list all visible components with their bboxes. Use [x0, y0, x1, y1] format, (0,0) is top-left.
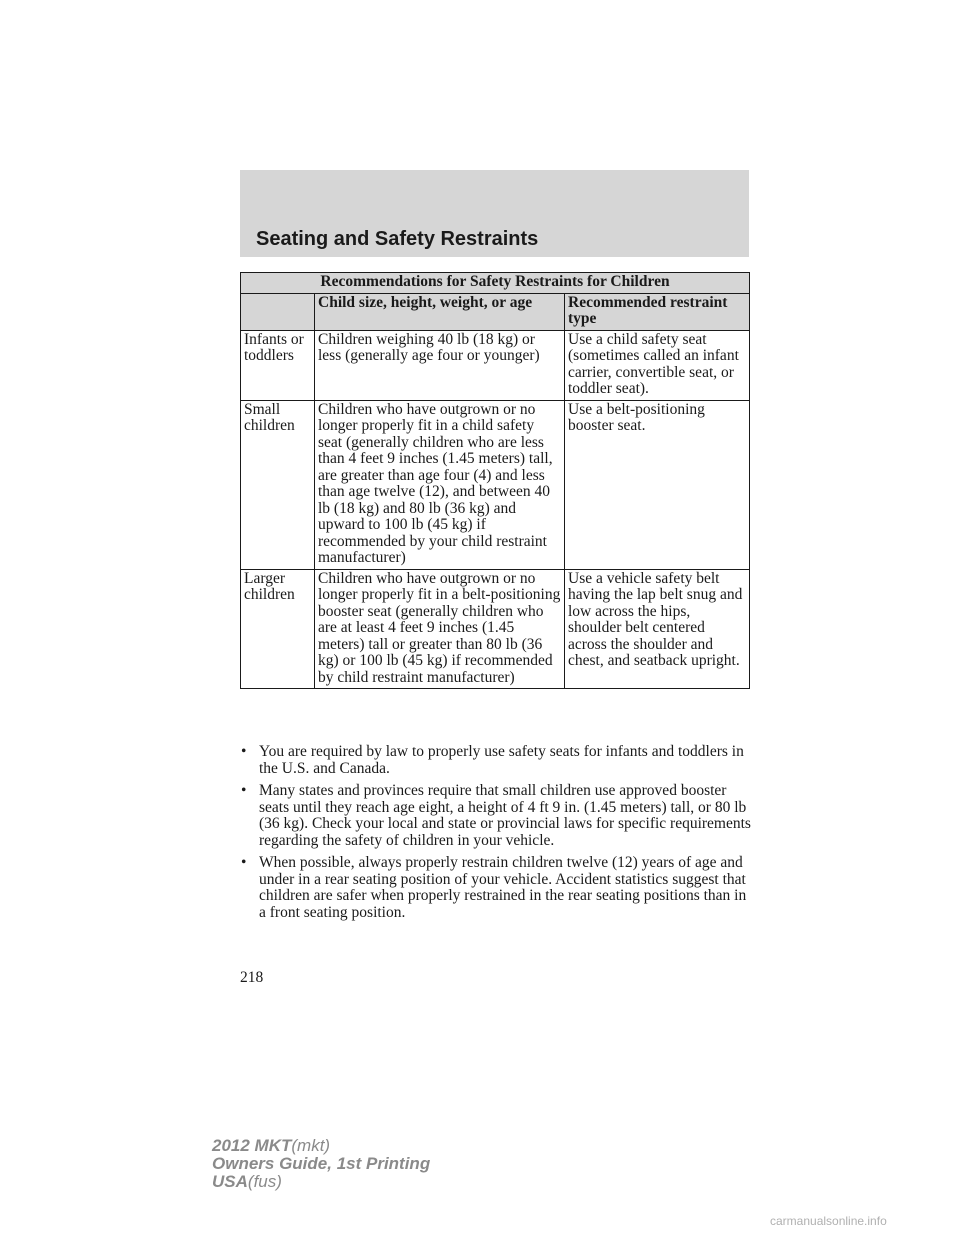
watermark: carmanualsonline.info: [770, 1214, 887, 1228]
table-row: [241, 330, 750, 400]
row-category: Small children: [241, 400, 315, 569]
footer-model: 2012 MKT: [212, 1136, 292, 1155]
row-size: Children who have outgrown or no longer properly fit in a belt-positioning booster seat (generally children who are at least 4 feet 9 inches (1.45 meters) tall or greater than 80 lb (36 kg) or 100 lb (45 kg) if recommended by child restraint manufacturer): [315, 569, 565, 689]
row-restraint: Use a belt-positioning booster seat.: [565, 400, 750, 569]
bullet-icon: •: [241, 743, 247, 760]
row-category: Infants or toddlers: [241, 330, 315, 400]
bullet-text: When possible, always properly restrain children twelve (12) years of age and under in a rear seating position of your vehicle. Accident statistics suggest that children are safer when properly restrained in the rear seating positions than in a front seating position.: [259, 854, 747, 921]
page-number: 218: [240, 969, 264, 986]
table-row: [241, 400, 750, 569]
column-header-size: Child size, height, weight, or age: [315, 293, 565, 330]
bullet-text: You are required by law to properly use safety seats for infants and toddlers in the U.S. and Canada.: [259, 743, 744, 777]
bullet-text: Many states and provinces require that small children use approved booster seats until they reach age eight, a height of 4 ft 9 in. (1.45 meters) tall, or 80 lb (36 kg). Check your local and state or provincial laws for specific requirements regarding the safety of children in your vehicle.: [259, 782, 751, 849]
print-footer: [212, 1137, 430, 1191]
footer-model-code: (mkt): [291, 1136, 331, 1155]
column-header-restraint: Recommended restraint type: [565, 293, 750, 330]
column-header-category: [241, 293, 315, 330]
footer-market-code: (fus): [247, 1172, 282, 1191]
row-restraint: Use a child safety seat (sometimes called an infant carrier, convertible seat, or toddler seat).: [565, 330, 750, 400]
row-size: Children weighing 40 lb (18 kg) or less (generally age four or younger): [315, 330, 565, 400]
bullet-icon: •: [241, 782, 247, 799]
row-restraint: Use a vehicle safety belt having the lap belt snug and low across the hips, shoulder belt centered across the shoulder and chest, and seatback upright.: [565, 569, 750, 689]
section-title: Seating and Safety Restraints: [256, 228, 539, 250]
table-row: [241, 569, 750, 689]
row-size: Children who have outgrown or no longer properly fit in a child safety seat (generally children who are less than 4 feet 9 inches (1.45 meters) tall, are greater than age four (4) and less than age twelve (12), and between 40 lb (18 kg) and 80 lb (36 kg) and upward to 100 lb (45 kg) if recommended by your child restraint manufacturer): [315, 400, 565, 569]
table-caption: Recommendations for Safety Restraints for Children: [241, 273, 750, 294]
list-item: [241, 744, 751, 777]
footer-market: USA: [212, 1172, 248, 1191]
list-item: [241, 855, 751, 921]
restraints-table: [240, 272, 750, 689]
bullet-list: [241, 744, 751, 927]
bullet-icon: •: [241, 854, 247, 871]
list-item: [241, 783, 751, 849]
row-category: Larger children: [241, 569, 315, 689]
footer-printing: Owners Guide, 1st Printing: [212, 1154, 431, 1173]
